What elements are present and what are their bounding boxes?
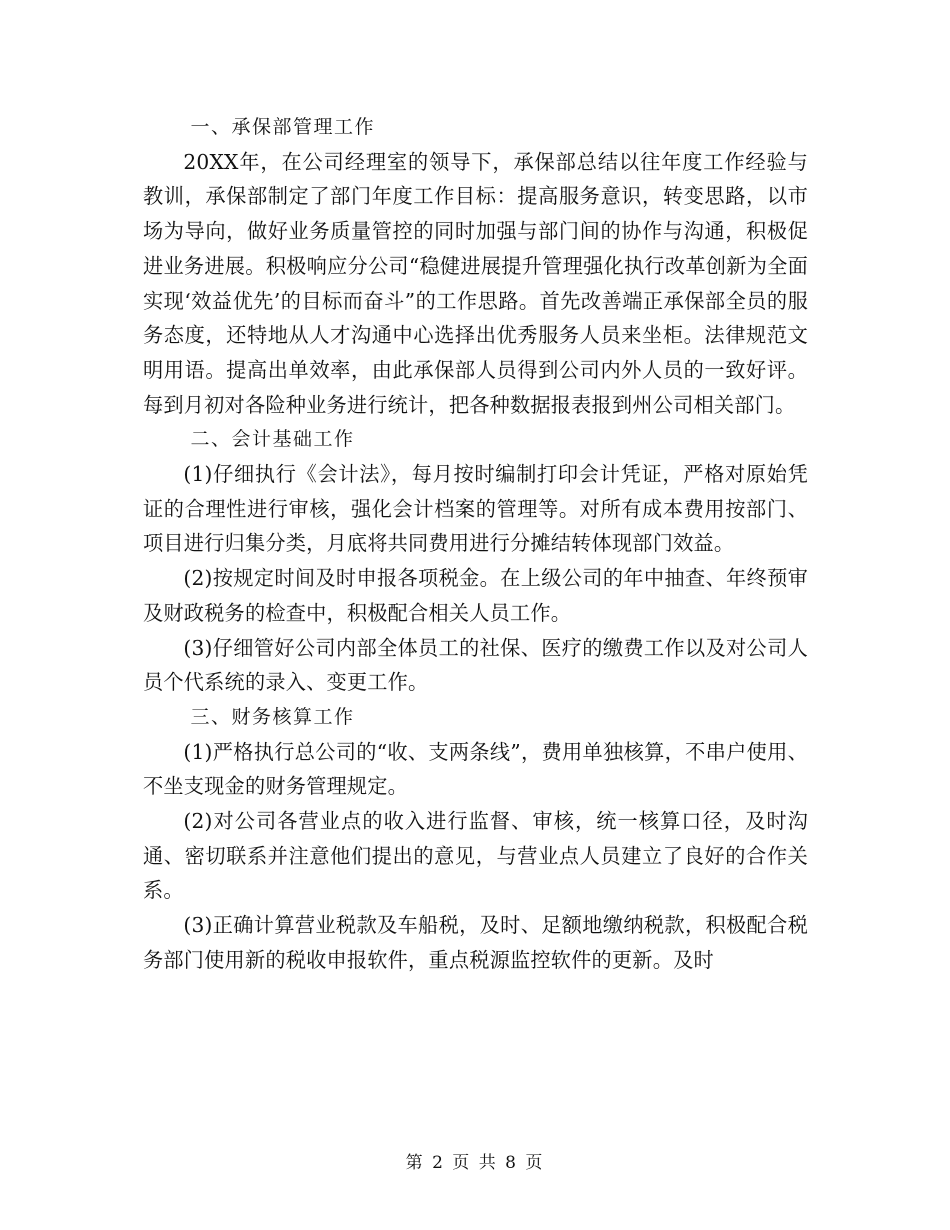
paragraph: (3)仔细管好公司内部全体员工的社保、医疗的缴费工作以及对公司人员个代系统的录入、变更工作。 bbox=[143, 635, 808, 695]
paragraph: (1)仔细执行《会计法》，每月按时编制打印会计凭证，严格对原始凭证的合理性进行审核，强化会计档案的管理等。对所有成本费用按部门、项目进行归集分类，月底将共同费用进行分摊结转体现部门效益。 bbox=[143, 462, 808, 556]
paragraph: (2)对公司各营业点的收入进行监督、审核，统一核算口径，及时沟通、密切联系并注意他们提出的意见，与营业点人员建立了良好的合作关系。 bbox=[143, 809, 808, 903]
paragraph: (2)按规定时间及时申报各项税金。在上级公司的年中抽查、年终预审及财政税务的检查中，积极配合相关人员工作。 bbox=[143, 566, 808, 625]
paragraph: (3)正确计算营业税款及车船税，及时、足额地缴纳税款，积极配合税务部门使用新的税收申报软件，重点税源监控软件的更新。及时 bbox=[143, 913, 808, 972]
section-heading-underwriting: 一、承保部管理工作 bbox=[190, 116, 376, 138]
document-body bbox=[143, 110, 808, 978]
section-heading-financial-accounting: 三、财务核算工作 bbox=[190, 705, 355, 728]
section-heading-accounting-basics: 二、会计基础工作 bbox=[190, 428, 355, 451]
page-number-footer: 第 2 页 共 8 页 bbox=[405, 1153, 545, 1173]
paragraph: 20XX年，在公司经理室的领导下，承保部总结以往年度工作经验与教训，承保部制定了部门年度工作目标：提高服务意识，转变思路，以市场为导向，做好业务质量管控的同时加强与部门间的协作与沟通，积极促进业务进展。积极响应分公司“稳健进展提升管理强化执行改革创新为全面实现‘效益优先’的目标而奋斗”的工作思路。首先改善端正承保部全员的服务态度，还特地从人才沟通中心选择出优秀服务人员来坐柜。法律规范文明用语。提高出单效率，由此承保部人员得到公司内外人员的一致好评。每到月初对各险种业务进行统计，把各种数据报表报到州公司相关部门。 bbox=[143, 149, 808, 417]
paragraph: (1)严格执行总公司的“收、支两条线”，费用单独核算，不串户使用、不坐支现金的财务管理规定。 bbox=[143, 739, 808, 799]
